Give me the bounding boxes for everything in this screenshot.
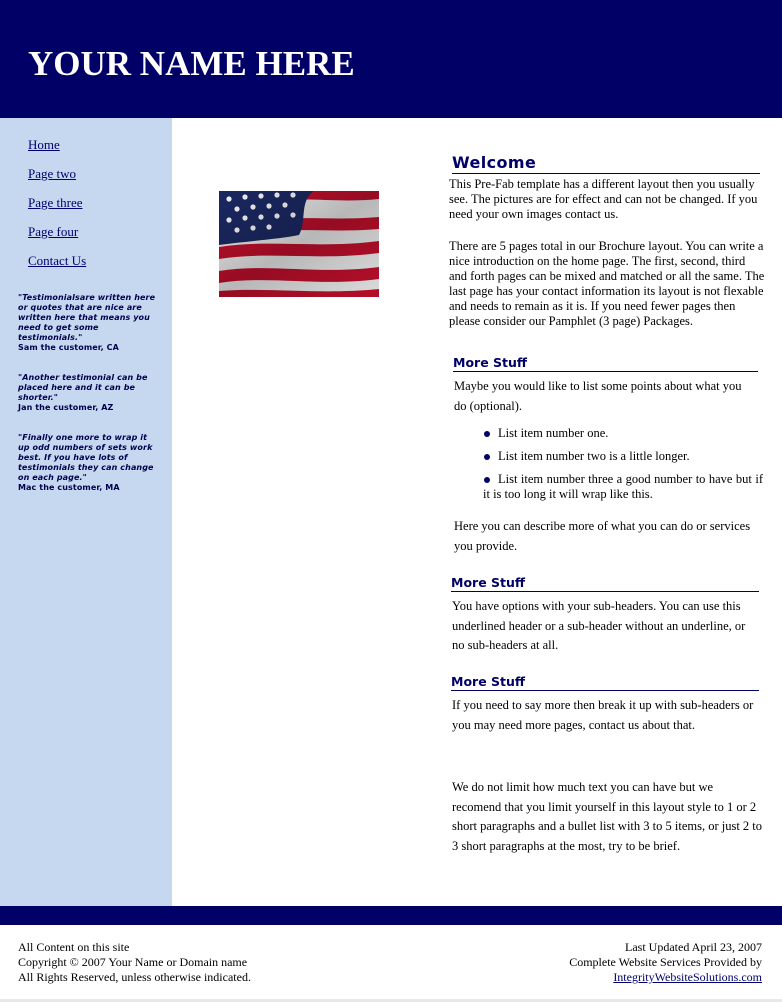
nav-link-page-four[interactable]: Page four — [28, 224, 79, 239]
section-heading: More Stuff — [451, 674, 759, 691]
nav-link-home[interactable]: Home — [28, 137, 60, 152]
nav-link-contact-us[interactable]: Contact Us — [28, 253, 87, 268]
section-paragraph: Maybe you would like to list some points about what you do (optional). — [454, 379, 742, 413]
testimonial-author: Sam the customer, CA — [18, 343, 119, 352]
nav-item-page-four — [28, 221, 86, 250]
testimonial-quote: "Another testimonial can be placed here and it can be shorter." — [18, 373, 148, 402]
section-paragraph: You have options with your sub-headers. You can use this underlined header or a sub-header without an underline, or no sub-headers at all. — [452, 599, 746, 652]
footer-text: All Content on this site — [18, 940, 130, 954]
footer-last-updated: Last Updated April 23, 2007 — [625, 940, 762, 954]
footer-band — [0, 906, 782, 925]
section-paragraph: We do not limit how much text you can have but we recomend that you limit yourself in this layout style to 1 or 2 short paragraphs and a bullet list with 3 to 5 items, or just 2 to 3 short paragraphs at the most, try to be brief. — [452, 780, 763, 853]
section-paragraph: If you need to say more then break it up with sub-headers or you may need more pages, contact us about that. — [452, 698, 754, 732]
list-item: List item number one. — [483, 426, 763, 441]
site-footer — [0, 925, 782, 1002]
testimonial — [18, 433, 160, 493]
intro-paragraph: This Pre-Fab template has a different layout then you usually see. The pictures are for effect and can not be changed. If you need your own images contact us. — [449, 177, 758, 221]
section-heading: More Stuff — [451, 575, 759, 592]
list-item: List item number two is a little longer. — [483, 449, 763, 464]
nav-item-home — [28, 134, 86, 163]
section-heading: More Stuff — [453, 355, 758, 372]
footer-text: All Rights Reserved, unless otherwise indicated. — [18, 970, 251, 984]
footer-text: Copyright © 2007 Your Name or Domain name — [18, 955, 248, 969]
nav-item-page-two — [28, 163, 86, 192]
nav-link-page-two[interactable]: Page two — [28, 166, 77, 181]
american-flag-illustration — [219, 191, 379, 297]
nav-item-contact-us — [28, 250, 86, 279]
nav-item-page-three — [28, 192, 86, 221]
testimonial-author: Jan the customer, AZ — [18, 403, 114, 412]
flag-image — [219, 191, 379, 297]
section-paragraph: Here you can describe more of what you can do or services you provide. — [454, 519, 751, 553]
footer-copyright — [18, 940, 251, 985]
footer-text: Complete Website Services Provided by — [569, 955, 762, 969]
sidebar-nav — [28, 134, 86, 279]
nav-link-page-three[interactable]: Page three — [28, 195, 83, 210]
testimonial-author: Mac the customer, MA — [18, 483, 120, 492]
sidebar — [0, 118, 172, 906]
testimonial-quote: "Finally one more to wrap it up odd numbers of sets work best. If you have lots of testimonials they can change on each page." — [18, 433, 154, 482]
footer-credit-link[interactable]: IntegrityWebsiteSolutions.com — [613, 970, 762, 984]
welcome-heading: Welcome — [452, 153, 760, 174]
testimonial — [18, 373, 160, 413]
testimonial — [18, 293, 160, 353]
footer-credits — [569, 940, 762, 985]
testimonial-quote: "Testimonialsare written here or quotes that are nice are written here that means you need to get some testimonials." — [18, 293, 156, 342]
site-header — [0, 0, 782, 118]
bullet-list — [483, 426, 763, 510]
intro-paragraph: There are 5 pages total in our Brochure layout. You can write a nice introduction on the home page. The first, second, third and forth pages can be mixed and matched or all the same. The last page has your contact information its layout is not flexable and needs to remain as it is. If you need fewer pages then please consider our Pamphlet (3 page) Packages. — [449, 239, 765, 328]
site-title: YOUR NAME HERE — [28, 44, 355, 83]
list-item: List item number three a good number to have but if it is too long it will wrap like this. — [483, 472, 763, 501]
